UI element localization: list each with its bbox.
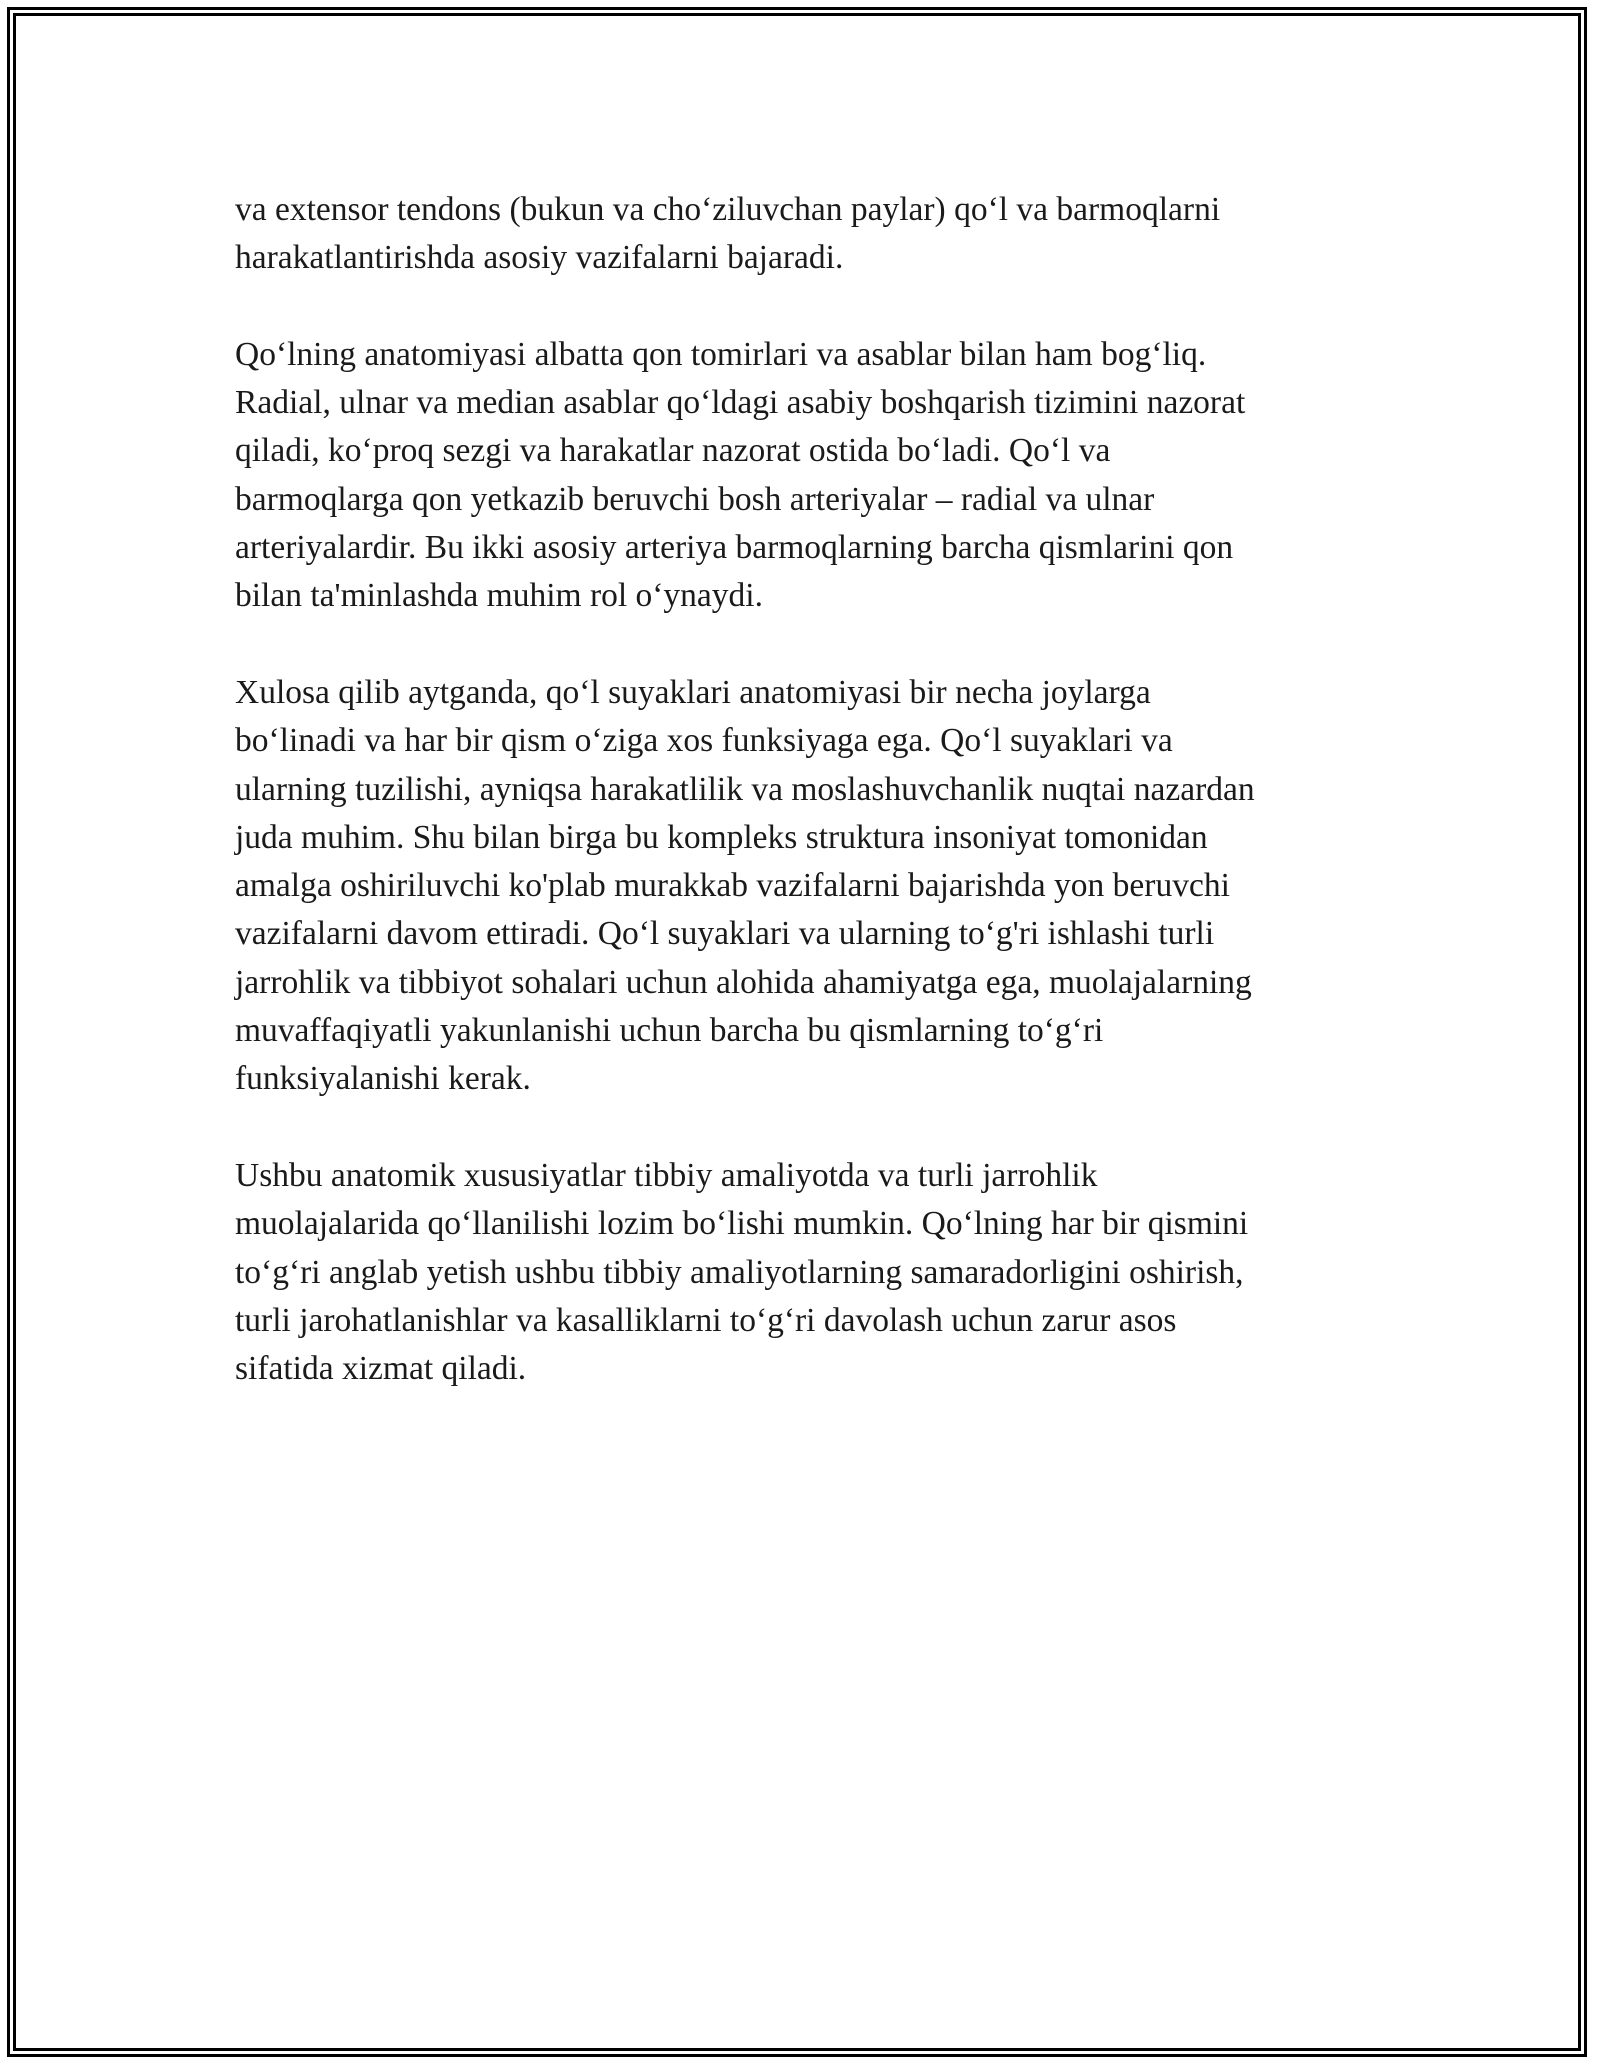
paragraph-3 <box>235 669 1355 1104</box>
paragraph-2 <box>235 331 1355 621</box>
text-line: harakatlantirishda asosiy vazifalarni bajaradi. <box>235 239 844 277</box>
text-line: arteriyalardir. Bu ikki asosiy arteriya barmoqlarning barcha qismlarini qon <box>235 529 1234 567</box>
paragraph-gap <box>235 1104 1355 1152</box>
text-line: va extensor tendons (bukun va cho‘ziluvchan paylar) qo‘l va barmoqlarni <box>235 191 1221 228</box>
text-line: Xulosa qilib aytganda, qo‘l suyaklari anatomiyasi bir necha joylarga <box>235 673 1151 711</box>
text-line: vazifalarni davom ettiradi. Qo‘l suyaklari va ularning to‘g'ri ishlashi turli <box>235 915 1215 953</box>
text-line: funksiyalanishi kerak. <box>235 1060 531 1098</box>
text-line: juda muhim. Shu bilan birga bu kompleks struktura insoniyat tomonidan <box>235 818 1208 856</box>
text-line: Radial, ulnar va median asablar qo‘ldagi asabiy boshqarish tizimini nazorat <box>235 384 1246 422</box>
paragraph-1 <box>235 186 1355 283</box>
text-line: muvaffaqiyatli yakunlanishi uchun barcha bu qismlarning to‘g‘ri <box>235 1012 1104 1050</box>
paragraph-gap <box>235 621 1355 669</box>
text-line: ularning tuzilishi, ayniqsa harakatlilik va moslashuvchanlik nuqtai nazardan <box>235 770 1255 808</box>
text-line: to‘g‘ri anglab yetish ushbu tibbiy amaliyotlarning samaradorligini oshirish, <box>235 1253 1244 1291</box>
text-line: jarrohlik va tibbiyot sohalari uchun alohida ahamiyatga ega, muolajalarning <box>235 963 1252 1001</box>
text-line: turli jarohatlanishlar va kasalliklarni to‘g‘ri davolash uchun zarur asos <box>235 1301 1177 1339</box>
text-line: bilan ta'minlashda muhim rol o‘ynaydi. <box>235 577 763 615</box>
text-line: Ushbu anatomik xususiyatlar tibbiy amaliyotda va turli jarrohlik <box>235 1156 1098 1194</box>
paragraph-4 <box>235 1152 1355 1393</box>
paragraph-gap <box>235 283 1355 331</box>
text-line: bo‘linadi va har bir qism o‘ziga xos funksiyaga ega. Qo‘l suyaklari va <box>235 722 1173 760</box>
text-line: Qo‘lning anatomiyasi albatta qon tomirlari va asablar bilan ham bog‘liq. <box>235 335 1207 373</box>
text-line: sifatida xizmat qiladi. <box>235 1350 527 1388</box>
text-line: amalga oshiriluvchi ko'plab murakkab vazifalarni bajarishda yon beruvchi <box>235 867 1230 905</box>
text-line: qiladi, ko‘proq sezgi va harakatlar nazorat ostida bo‘ladi. Qo‘l va <box>235 432 1111 470</box>
text-line: muolajalarida qo‘llanilishi lozim bo‘lishi mumkin. Qo‘lning har bir qismini <box>235 1205 1249 1243</box>
document-body <box>235 186 1355 1393</box>
text-line: barmoqlarga qon yetkazib beruvchi bosh arteriyalar – radial va ulnar <box>235 480 1155 518</box>
